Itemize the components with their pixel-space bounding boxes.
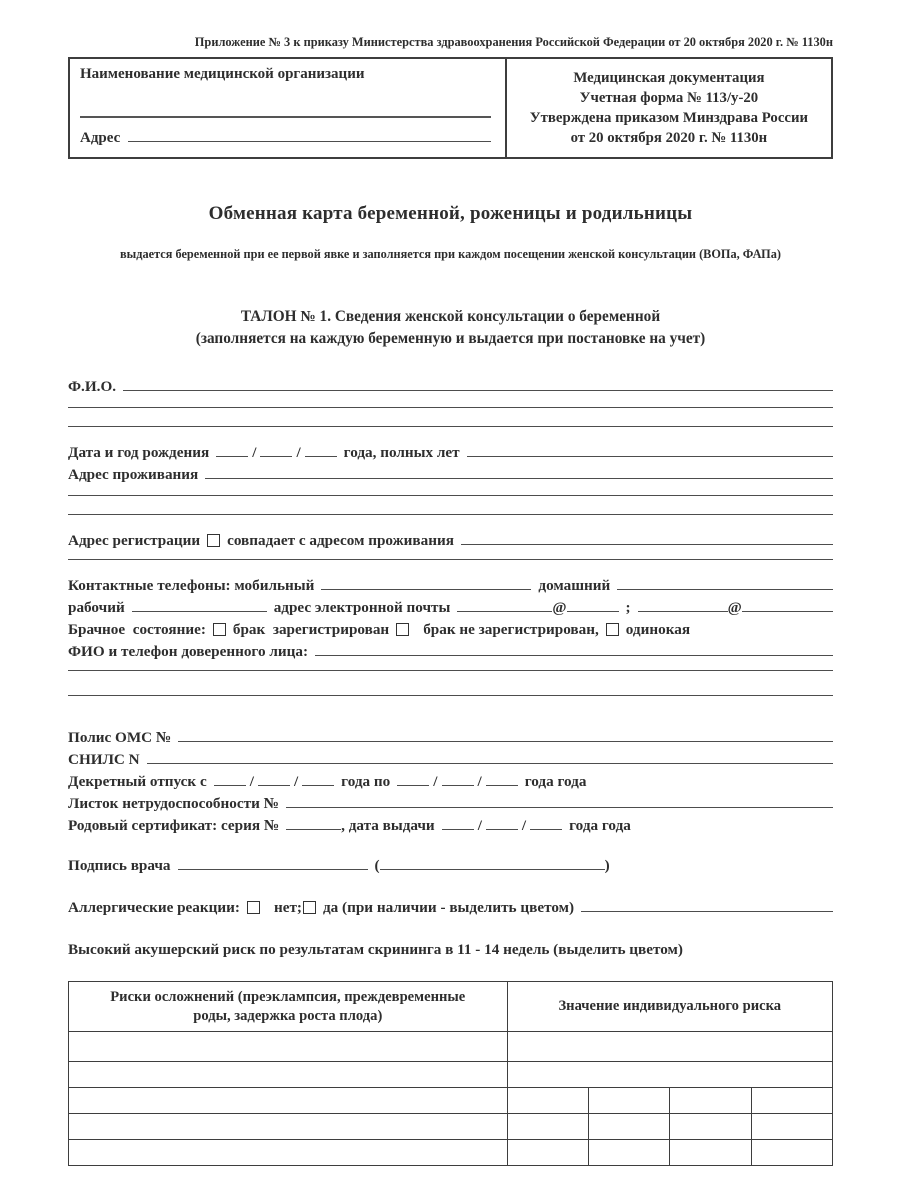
org-cell — [70, 59, 507, 157]
dob-day-blank[interactable] — [216, 453, 248, 457]
signature-blank[interactable] — [178, 866, 368, 870]
snils-row — [68, 749, 833, 771]
maternity-to-day-blank[interactable] — [397, 782, 429, 786]
birth-cert-date-label: , дата выдачи — [341, 817, 435, 834]
risk-table-row — [69, 1062, 833, 1088]
risk-name-cell[interactable] — [69, 1140, 508, 1166]
date-separator: / — [293, 773, 299, 790]
semicolon: ; — [625, 599, 631, 616]
birth-cert-day-blank[interactable] — [442, 826, 474, 830]
checkbox-allergy-no[interactable] — [247, 901, 260, 914]
risk-value-subcell[interactable] — [588, 1114, 669, 1140]
date-separator: / — [521, 817, 527, 834]
living-address-extra-row — [68, 511, 833, 530]
marital-row — [68, 619, 833, 641]
risk-table-col2-header: Значение индивидуального риска — [507, 982, 832, 1032]
checkbox-marriage-registered[interactable] — [213, 623, 226, 636]
risk-value-cell[interactable] — [507, 1062, 832, 1088]
birth-cert-label: Родовый сертификат: серия № — [68, 817, 280, 834]
blank-line[interactable] — [68, 423, 833, 427]
reg-address-extra-row — [68, 556, 833, 575]
reg-address-blank[interactable] — [461, 541, 833, 545]
doc-info-line: Медицинская документация — [573, 70, 765, 86]
proxy-extra-row — [68, 667, 833, 686]
allergy-yes-label: да (при наличии - выделить цветом) — [322, 899, 575, 916]
work-phone-blank[interactable] — [132, 608, 267, 612]
email-name-blank[interactable] — [457, 608, 552, 612]
maternity-to-year-blank[interactable] — [486, 782, 518, 786]
mobile-phone-blank[interactable] — [321, 586, 531, 590]
reg-address-label: Адрес регистрации — [68, 532, 201, 549]
signature-name-blank[interactable] — [380, 866, 605, 870]
at-sign: @ — [552, 599, 567, 616]
dob-year-blank[interactable] — [305, 453, 337, 457]
email2-domain-blank[interactable] — [742, 608, 833, 612]
talon-heading-line1: ТАЛОН № 1. Сведения женской консультации о беременной — [240, 308, 661, 325]
risk-value-subcell[interactable] — [670, 1088, 751, 1114]
date-separator: / — [477, 817, 482, 834]
allergy-label: Аллергические реакции: — [68, 899, 240, 916]
risk-table-row — [69, 1140, 833, 1166]
fio-row — [68, 376, 833, 398]
risk-value-subcell[interactable] — [751, 1140, 832, 1166]
birth-cert-month-blank[interactable] — [486, 826, 518, 830]
birth-cert-suffix-label: года года — [569, 817, 631, 834]
doctor-signature-label: Подпись врача — [68, 857, 171, 874]
address-label: Адрес — [80, 130, 121, 146]
maternity-suffix-label: года года — [524, 773, 587, 790]
oms-label: Полис ОМС № — [68, 729, 172, 746]
reg-address-note-label: совпадает с адресом проживания — [227, 532, 454, 549]
snils-blank[interactable] — [147, 760, 833, 764]
appendix-note: Приложение № 3 к приказу Министерства здравоохранения Российской Федерации от 20 октября 2020 г. № 1130н — [194, 35, 833, 49]
snils-label: СНИЛС N — [68, 751, 140, 768]
date-separator: / — [252, 444, 257, 461]
paren-close: ) — [604, 857, 610, 874]
phones-row — [68, 575, 833, 597]
maternity-leave-row — [68, 771, 833, 793]
sick-leave-blank[interactable] — [286, 804, 833, 808]
risk-name-cell[interactable] — [69, 1114, 508, 1140]
signature-row — [68, 855, 833, 877]
date-separator: / — [433, 773, 438, 790]
allergy-no-label: нет; — [273, 899, 302, 916]
date-separator: / — [477, 773, 482, 790]
dob-suffix-label: года, полных лет — [343, 444, 460, 461]
header-box — [68, 57, 833, 159]
sick-leave-row — [68, 793, 833, 815]
email2-name-blank[interactable] — [638, 608, 728, 612]
checkbox-reg-address-same[interactable] — [207, 534, 220, 547]
maternity-from-day-blank[interactable] — [214, 782, 246, 786]
fio-extra-row — [68, 423, 833, 442]
blank-line[interactable] — [68, 492, 833, 496]
form-body — [68, 376, 833, 1166]
proxy-label: ФИО и телефон доверенного лица: — [68, 643, 309, 660]
phones-label: Контактные телефоны: мобильный — [68, 577, 315, 594]
oms-row — [68, 727, 833, 749]
risk-name-cell[interactable] — [69, 1062, 508, 1088]
risk-table — [68, 981, 833, 1166]
email-domain-blank[interactable] — [567, 608, 619, 612]
risk-name-cell[interactable] — [69, 1088, 508, 1114]
page-title: Обменная карта беременной, роженицы и родильницы — [208, 203, 693, 224]
risk-table-row — [69, 1088, 833, 1114]
blank-line[interactable] — [68, 667, 833, 671]
risk-value-cell[interactable] — [507, 1032, 832, 1062]
at-sign: @ — [727, 599, 742, 616]
fio-label: Ф.И.О. — [68, 378, 117, 395]
risk-value-subcell[interactable] — [507, 1140, 588, 1166]
org-name-blank[interactable] — [80, 116, 491, 118]
maternity-to-month-blank[interactable] — [442, 782, 474, 786]
proxy-blank[interactable] — [315, 652, 833, 656]
risk-value-subcell[interactable] — [507, 1114, 588, 1140]
page-subtitle: выдается беременной при ее первой явке и заполняется при каждом посещении женской консультации (ВОПа, ФАПа) — [120, 247, 781, 261]
email-label: адрес электронной почты — [273, 599, 451, 616]
risk-value-subcell[interactable] — [588, 1088, 669, 1114]
risk-value-subcell[interactable] — [670, 1140, 751, 1166]
allergy-blank[interactable] — [581, 908, 833, 912]
blank-line[interactable] — [68, 404, 833, 408]
marital-label: Брачное состояние: — [68, 621, 206, 638]
dob-row — [68, 442, 833, 464]
address-blank[interactable] — [128, 138, 491, 142]
doc-info-line: Учетная форма № 113/у-20 — [579, 90, 759, 106]
risk-name-cell[interactable] — [69, 1032, 508, 1062]
risk-value-subcell[interactable] — [507, 1088, 588, 1114]
maternity-from-month-blank[interactable] — [258, 782, 290, 786]
home-phone-label: домашний — [538, 577, 611, 594]
date-separator: / — [249, 773, 254, 790]
risk-value-subcell[interactable] — [670, 1114, 751, 1140]
talon-heading — [68, 306, 833, 350]
fio-extra-row — [68, 404, 833, 423]
risk-value-subcell[interactable] — [751, 1088, 832, 1114]
date-separator: / — [296, 444, 301, 461]
sick-leave-label: Листок нетрудоспособности № — [68, 795, 279, 812]
risk-heading: Высокий акушерский риск по результатам скрининга в 11 - 14 недель (выделить цветом) — [68, 941, 683, 958]
talon-heading-line2: (заполняется на каждую беременную и выдается при постановке на учет) — [195, 330, 706, 347]
proxy-row — [68, 641, 833, 663]
marital-single-label: одинокая — [625, 621, 691, 638]
living-address-blank[interactable] — [205, 475, 833, 479]
living-address-row — [68, 464, 833, 486]
allergy-row — [68, 897, 833, 919]
blank-line[interactable] — [68, 556, 833, 560]
age-blank[interactable] — [467, 453, 833, 457]
checkbox-allergy-yes[interactable] — [303, 901, 316, 914]
risk-table-row — [69, 1032, 833, 1062]
marital-not-registered-label: брак не зарегистрирован, — [423, 621, 599, 638]
maternity-to-label: года по — [341, 773, 391, 790]
checkbox-marriage-not-registered[interactable] — [396, 623, 409, 636]
home-phone-blank[interactable] — [617, 586, 833, 590]
blank-line[interactable] — [68, 692, 833, 696]
birth-cert-year-blank[interactable] — [530, 826, 562, 830]
doc-info-line: Утверждена приказом Минздрава России — [529, 110, 809, 126]
address-row — [80, 130, 491, 147]
birth-cert-row — [68, 815, 833, 837]
reg-address-row — [68, 530, 833, 552]
blank-line[interactable] — [68, 511, 833, 515]
work-email-row — [68, 597, 833, 619]
checkbox-single[interactable] — [606, 623, 619, 636]
work-phone-label: рабочий — [68, 599, 125, 616]
proxy-extra-row — [68, 692, 833, 711]
oms-blank[interactable] — [178, 738, 833, 742]
living-address-label: Адрес проживания — [68, 466, 199, 483]
risk-table-col1-header: Риски осложнений (преэклампсия, преждевременные роды, задержка роста плода) — [69, 982, 508, 1032]
marital-registered-label: брак зарегистрирован — [232, 621, 390, 638]
risk-value-subcell[interactable] — [751, 1114, 832, 1140]
maternity-from-year-blank[interactable] — [302, 782, 334, 786]
org-name-label: Наименование медицинской организации — [80, 66, 365, 82]
dob-label: Дата и год рождения — [68, 444, 210, 461]
paren-open: ( — [374, 857, 380, 874]
doc-info-line: от 20 октября 2020 г. № 1130н — [570, 130, 768, 146]
risk-value-subcell[interactable] — [588, 1140, 669, 1166]
risk-table-row — [69, 1114, 833, 1140]
doc-info-cell — [507, 59, 831, 157]
dob-month-blank[interactable] — [260, 453, 292, 457]
fio-blank[interactable] — [123, 387, 833, 391]
maternity-leave-label: Декретный отпуск с — [68, 773, 207, 790]
birth-cert-series-blank[interactable] — [286, 826, 341, 830]
living-address-extra-row — [68, 492, 833, 511]
risk-table-header-row — [69, 982, 833, 1032]
